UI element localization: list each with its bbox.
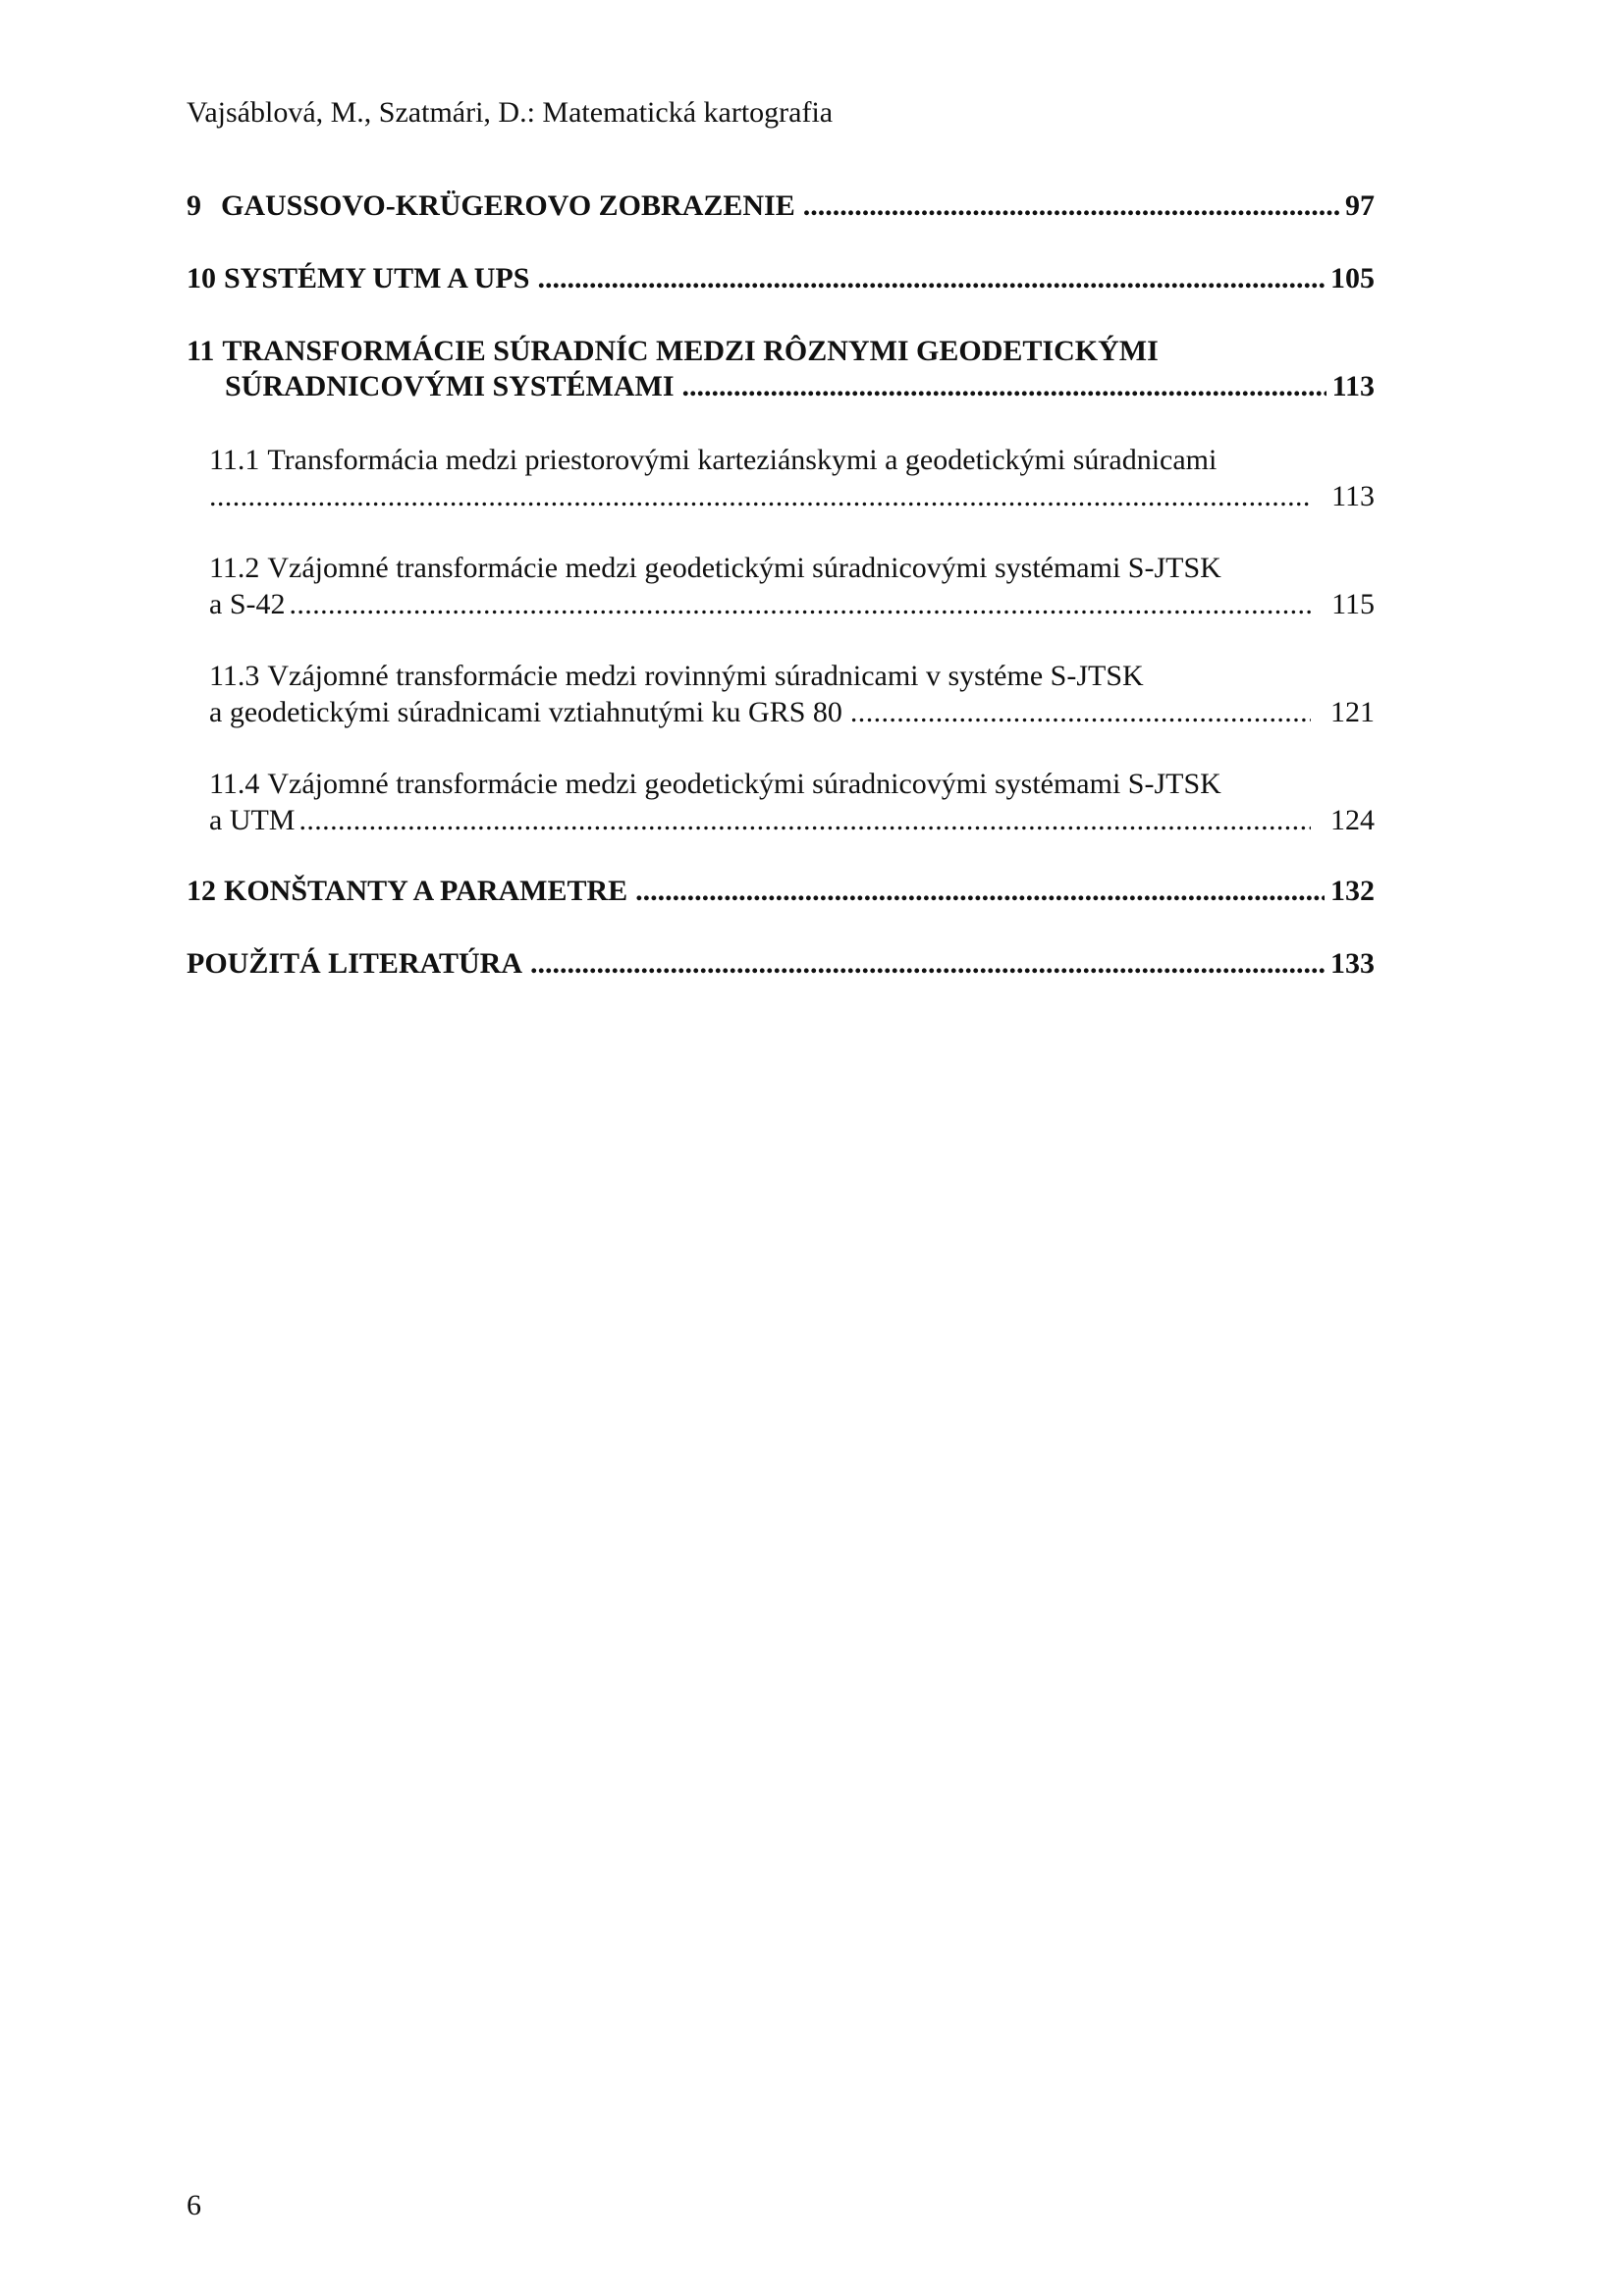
toc-leader-dots <box>682 369 1326 404</box>
toc-title-line-1: Transformácia medzi priestorovými karteziánskymi a geodetickými súradnicami <box>267 444 1218 476</box>
toc-page-number: 133 <box>1330 947 1375 980</box>
toc-page-number: 105 <box>1330 262 1375 294</box>
toc-title: KONŠTANTY A PARAMETRE <box>224 875 628 907</box>
toc-entry-section-11-4[interactable] <box>209 766 1375 838</box>
toc-page-number: 113 <box>1331 370 1375 402</box>
running-header: Vajsáblová, M., Szatmári, D.: Matematická kartografia <box>187 96 834 129</box>
toc-entry-chapter-9[interactable] <box>187 188 1375 224</box>
toc-leader-dots <box>530 946 1325 982</box>
toc-title: SYSTÉMY UTM A UPS <box>224 262 530 294</box>
toc-page-number: 97 <box>1345 189 1375 222</box>
toc-leader-dots <box>635 874 1325 909</box>
toc-title: GAUSSOVO-KRÜGEROVO ZOBRAZENIE <box>221 189 795 222</box>
toc-leader-dots <box>209 478 1312 514</box>
toc-entry-bibliography[interactable] <box>187 946 1375 982</box>
toc-title-line-2: a geodetickými súradnicami vztiahnutými ku GRS 80 <box>209 696 842 728</box>
toc-entry-chapter-11[interactable] <box>187 334 1375 404</box>
toc-entry-chapter-12[interactable] <box>187 874 1375 909</box>
toc-leader-dots <box>850 694 1311 730</box>
toc-title-line-1: TRANSFORMÁCIE SÚRADNÍC MEDZI RÔZNYMI GEODETICKÝMI <box>222 335 1159 367</box>
toc-title: POUŽITÁ LITERATÚRA <box>187 947 522 980</box>
toc-title-line-2: a UTM <box>209 804 296 836</box>
toc-number: 11.3 <box>209 660 260 692</box>
toc-leader-dots <box>298 802 1311 838</box>
toc-leader-dots <box>537 261 1325 296</box>
table-of-contents <box>187 188 1375 1019</box>
toc-entry-section-11-1[interactable] <box>209 442 1375 514</box>
toc-page-number: 121 <box>1330 696 1375 728</box>
toc-title-line-1: Vzájomné transformácie medzi geodetickými súradnicovými systémami S-JTSK <box>267 768 1221 800</box>
toc-entry-section-11-2[interactable] <box>209 550 1375 622</box>
toc-title-line-1: Vzájomné transformácie medzi rovinnými súradnicami v systéme S-JTSK <box>267 660 1144 692</box>
toc-page-number: 124 <box>1330 804 1375 836</box>
toc-page-number: 115 <box>1331 588 1375 620</box>
toc-number: 11 <box>187 335 215 367</box>
toc-number: 12 <box>187 875 216 907</box>
page-number: 6 <box>187 2189 201 2221</box>
toc-number: 9 <box>187 189 201 222</box>
toc-leader-dots <box>290 586 1313 622</box>
toc-title-line-2: SÚRADNICOVÝMI SYSTÉMAMI <box>225 370 675 402</box>
toc-number: 11.2 <box>209 552 260 584</box>
toc-page-number: 113 <box>1331 480 1375 512</box>
toc-entry-chapter-10[interactable] <box>187 261 1375 296</box>
toc-number: 10 <box>187 262 216 294</box>
toc-page-number: 132 <box>1330 875 1375 907</box>
toc-title-line-2: a S-42 <box>209 588 286 620</box>
toc-title-line-1: Vzájomné transformácie medzi geodetickými súradnicovými systémami S-JTSK <box>267 552 1221 584</box>
toc-entry-section-11-3[interactable] <box>209 658 1375 730</box>
toc-number: 11.4 <box>209 768 260 800</box>
toc-leader-dots <box>803 188 1339 224</box>
toc-number: 11.1 <box>209 444 260 476</box>
